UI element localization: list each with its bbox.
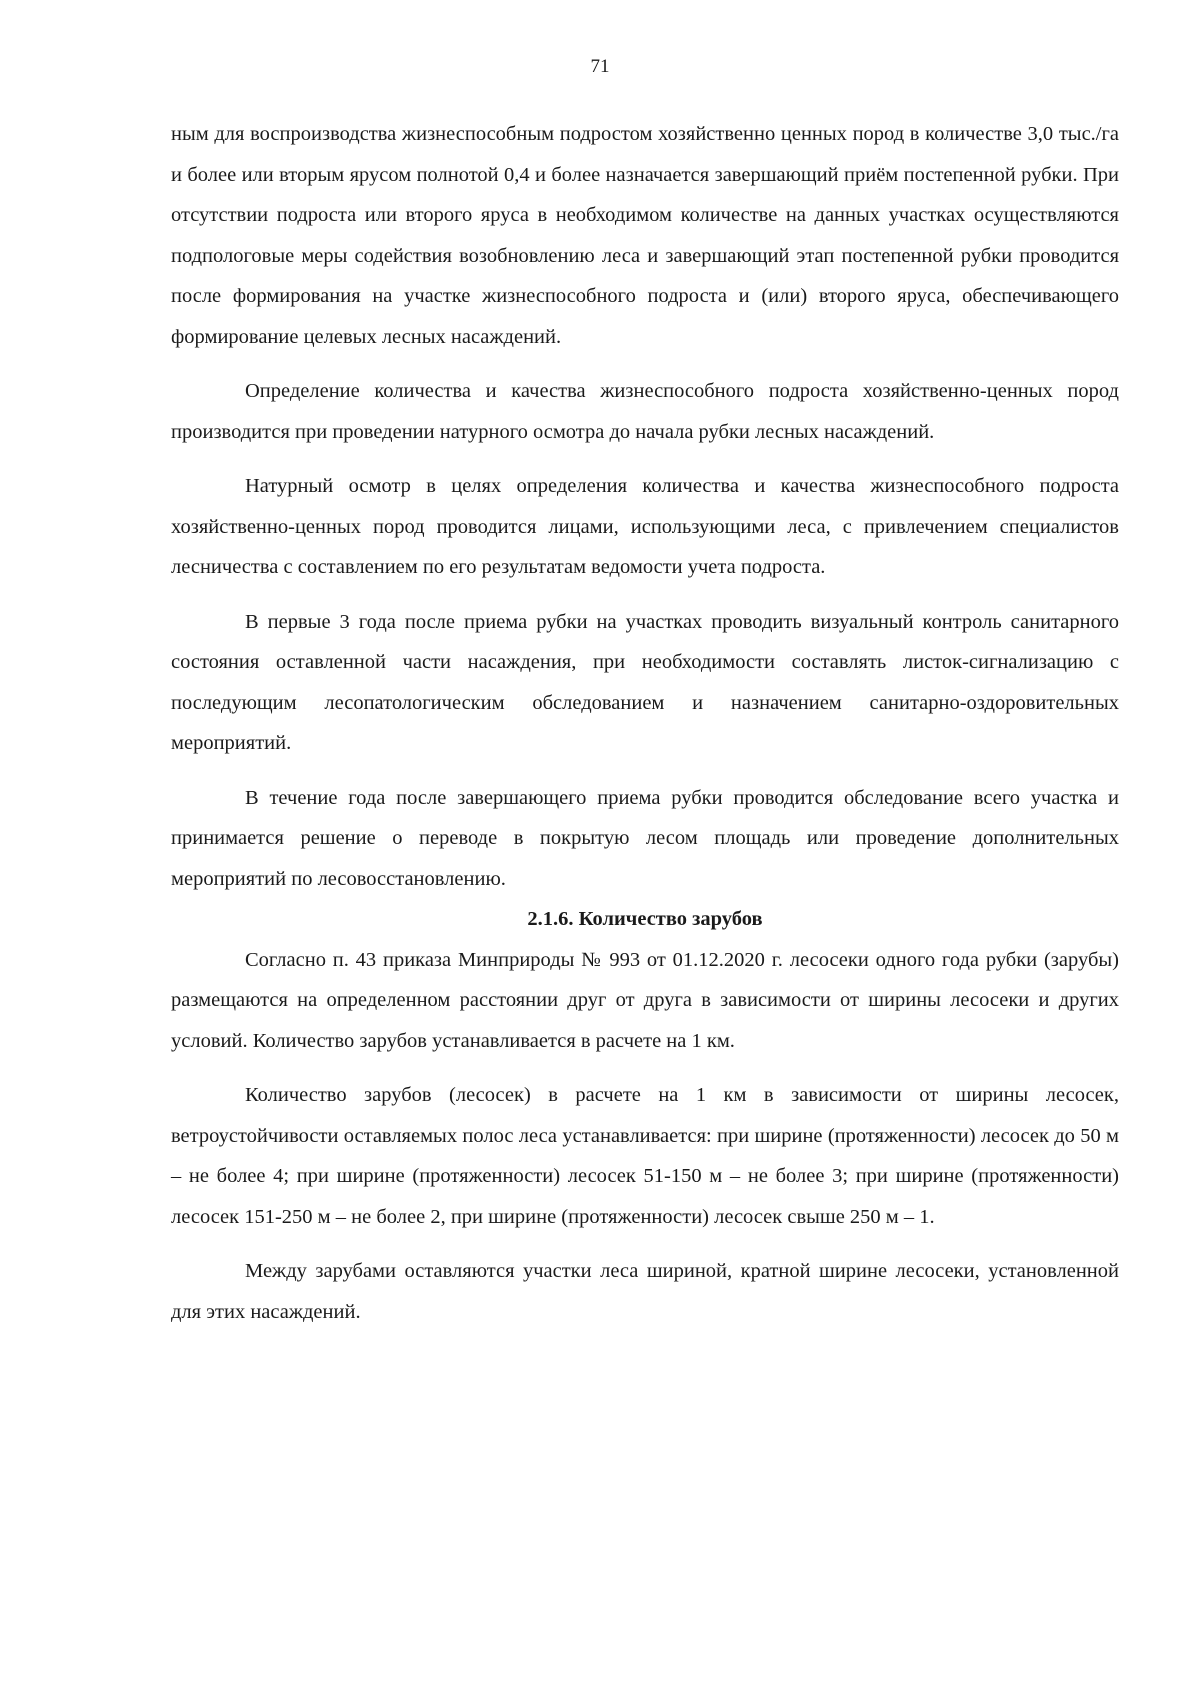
paragraph: В течение года после завершающего приема рубки проводится обследование всего участка и принимается решение о переводе в покрытую лесом площадь или проведение дополнительных мероприятий по лесовосстановлению. <box>171 786 1119 890</box>
section-paragraph: Согласно п. 43 приказа Минприроды № 993 от 01.12.2020 г. лесосеки одного года рубки (зарубы) размещаются на определенном расстоянии друг от друга в зависимости от ширины лесосеки и других условий. Количество зарубов устанавливается в расчете на 1 км. <box>171 948 1119 1052</box>
section-heading: 2.1.6. Количество зарубов <box>527 908 763 930</box>
section-paragraph: Количество зарубов (лесосек) в расчете на 1 км в зависимости от ширины лесосек, ветроустойчивости оставляемых полос леса устанавливается: при ширине (протяженности) лесосек до 50 м – не более 4; при ширине (протяженности) лесосек 51-150 м – не более 3; при ширине (протяженности) лесосек 151-250 м – не более 2, при ширине (протяженности) лесосек свыше 250 м – 1. <box>171 1084 1119 1228</box>
section-paragraph: Между зарубами оставляются участки леса шириной, кратной ширине лесосеки, установленной для этих насаждений. <box>171 1260 1119 1323</box>
document-body <box>171 114 1119 1346</box>
page-number: 71 <box>590 56 610 77</box>
paragraph-continued: ным для воспроизводства жизнеспособным подростом хозяйственно ценных пород в количестве 3,0 тыс./га и более или вторым ярусом полнотой 0,4 и более назначается завершающий приём постепенной рубки. При отсутствии подроста или второго яруса в необходимом количестве на данных участках осуществляются подпологовые меры содействия возобновлению леса и завершающий этап постепенной рубки проводится после формирования на участке жизнеспособного подроста и (или) второго яруса, обеспечивающего формирование целевых лесных насаждений. <box>171 123 1119 348</box>
paragraph: В первые 3 года после приема рубки на участках проводить визуальный контроль санитарного состояния оставленной части насаждения, при необходимости составлять листок-сигнализацию с последующим лесопатологическим обследованием и назначением санитарно-оздоровительных мероприятий. <box>171 610 1119 754</box>
paragraph: Определение количества и качества жизнеспособного подроста хозяйственно-ценных пород производится при проведении натурного осмотра до начала рубки лесных насаждений. <box>171 380 1119 443</box>
paragraph: Натурный осмотр в целях определения количества и качества жизнеспособного подроста хозяйственно-ценных пород проводится лицами, использующими леса, с привлечением специалистов лесничества с составлением по его результатам ведомости учета подроста. <box>171 475 1119 578</box>
